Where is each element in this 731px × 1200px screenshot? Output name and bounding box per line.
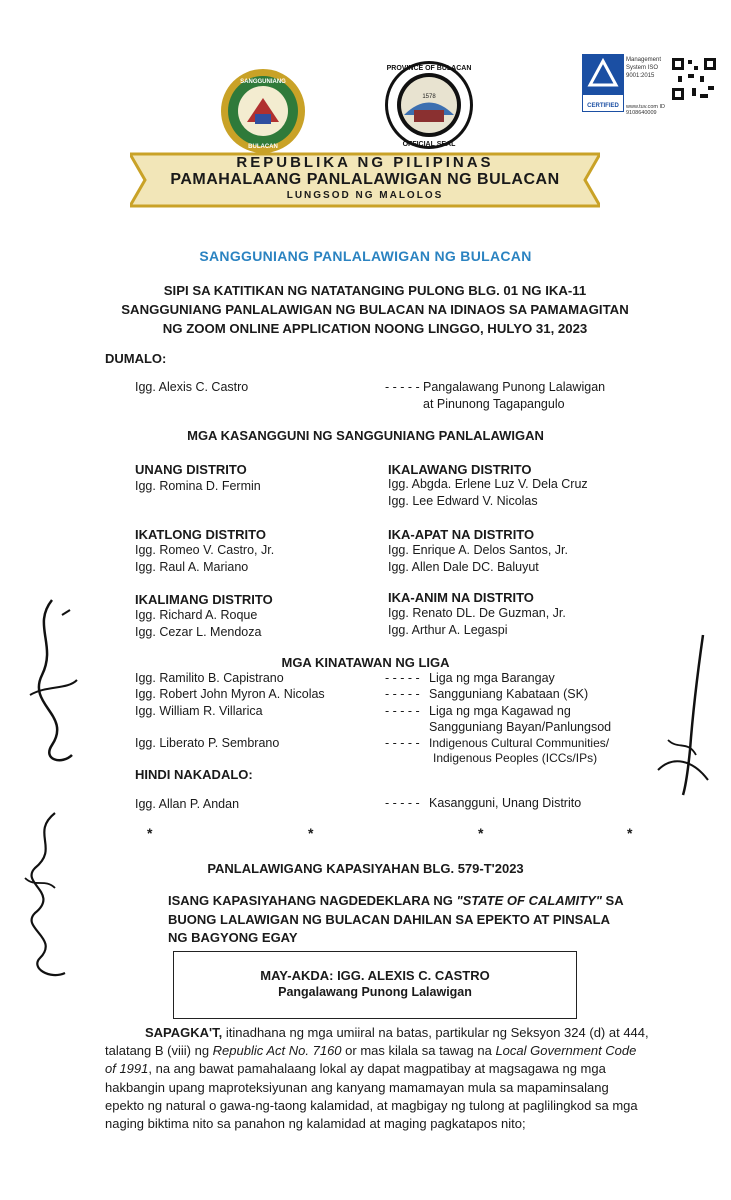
league-member-name: Igg. Ramilito B. Capistrano: [135, 671, 284, 685]
presiding-role: Pangalawang Punong Lalawigan: [423, 380, 606, 394]
author-line-2: Pangalawang Punong Lalawigan: [278, 985, 472, 999]
district-member: Igg. Allen Dale DC. Baluyut: [388, 560, 539, 574]
league-role: Sangguniang Kabataan (SK): [429, 687, 589, 701]
cert-url: www.tuv.com ID 9108640009: [626, 104, 666, 116]
district-title: UNANG DISTRITO: [135, 462, 247, 477]
district-title: IKA-APAT NA DISTRITO: [388, 527, 535, 542]
signature-left-bottom: [15, 808, 75, 988]
tuv-certification-badge: [582, 54, 624, 112]
resolution-title: [168, 892, 628, 948]
author-box: [173, 951, 577, 1019]
district-member: Igg. Enrique A. Delos Santos, Jr.: [388, 543, 568, 557]
author-line-1: MAY-AKDA: IGG. ALEXIS C. CASTRO: [260, 968, 490, 983]
whereas-text-1: itinadhana ng mga umiiral na batas, partikular ng Seksyon 324 (d) at 444, talatang B (viii) ng: [105, 1025, 649, 1059]
members-header: MGA KASANGGUNI NG SANGGUNIANG PANLALAWIGAN: [187, 428, 544, 443]
district-title: IKA-ANIM NA DISTRITO: [388, 590, 534, 605]
svg-text:PROVINCE OF BULACAN: PROVINCE OF BULACAN: [386, 65, 472, 72]
district-member: Igg. Richard A. Roque: [135, 608, 258, 622]
presiding-role-2: at Pinunong Tagapangulo: [423, 397, 565, 411]
presiding-name: Igg. Alexis C. Castro: [135, 380, 249, 394]
resolution-title-post: SA BUONG LALAWIGAN NG BULACAN DAHILAN SA EPEKTO AT PINSALA NG BAGYONG EGAY: [168, 893, 624, 945]
league-dashes: - - - - -: [385, 704, 420, 718]
province-official-seal: [384, 60, 474, 150]
district-member: Igg. Lee Edward V. Nicolas: [388, 494, 538, 508]
district-member: Igg. Romina D. Fermin: [135, 479, 261, 493]
separator-star: *: [627, 825, 633, 841]
svg-text:OFFICIAL SEAL: OFFICIAL SEAL: [402, 141, 456, 148]
district-title: IKALIMANG DISTRITO: [135, 592, 273, 607]
document-title: SIPI SA KATITIKAN NG NATATANGING PULONG BLG. 01 NG IKA-11 SANGGUNIANG PANLALAWIGAN NG BULACAN NA IDINAOS SA PAMAMAGITAN NG ZOOM ONLINE APPLICATION NOONG LINGGO, HULYO 31, 2023: [121, 283, 629, 336]
league-member-name: Igg. William R. Villarica: [135, 704, 263, 718]
league-member-name: Igg. Liberato P. Sembrano: [135, 736, 280, 750]
cert-text: Management System ISO 9001:2015: [626, 57, 662, 79]
present-label: DUMALO:: [105, 351, 167, 366]
league-dashes: - - - - -: [385, 687, 420, 701]
provincial-board-seal: [220, 68, 306, 154]
presiding-dashes: - - - - -: [385, 380, 420, 394]
league-dashes: - - - - -: [385, 671, 420, 685]
league-role-2: Indigenous Peoples (ICCs/IPs): [433, 751, 598, 765]
header-line-1: REPUBLIKA NG PILIPINAS: [236, 154, 494, 171]
league-header: MGA KINATAWAN NG LIGA: [281, 655, 450, 670]
league-role: Indigenous Cultural Communities/: [429, 736, 610, 750]
absent-dashes: - - - - -: [385, 796, 420, 810]
absent-label: HINDI NAKADALO:: [135, 767, 253, 782]
svg-text:SANGGUNIANG: SANGGUNIANG: [240, 79, 286, 85]
header-line-2: PAMAHALAANG PANLALAWIGAN NG BULACAN: [170, 171, 560, 188]
district-member: Igg. Romeo V. Castro, Jr.: [135, 543, 275, 557]
whereas-text-3: , na ang bawat pamahalaang lokal ay dapat magpatibay at magsagawa ng mga hakbangin upang maproteksiyunan ang kanyang mamamayan mula sa mapaminsalang epekto ng natural o gawa-ng-taong kalamidad, at magbigay ng tulong at paglilingkod sa mga naging biktima nito sa panahon ng kalamidad at maging pagkatapos nito;: [105, 1061, 638, 1132]
svg-text:CERTIFIED: CERTIFIED: [587, 103, 619, 109]
separator-star: *: [478, 825, 484, 841]
whereas-lead: SAPAGKA'T,: [145, 1025, 223, 1040]
header-line-3: LUNGSOD NG MALOLOS: [286, 190, 444, 201]
absent-name: Igg. Allan P. Andan: [135, 797, 240, 811]
district-member: Igg. Arthur A. Legaspi: [388, 623, 508, 637]
district-member: Igg. Renato DL. De Guzman, Jr.: [388, 606, 566, 620]
resolution-number: PANLALAWIGANG KAPASIYAHAN BLG. 579-T'2023: [207, 861, 524, 876]
district-title: IKALAWANG DISTRITO: [388, 462, 532, 477]
district-member: Igg. Cezar L. Mendoza: [135, 625, 262, 639]
council-name: SANGGUNIANG PANLALAWIGAN NG BULACAN: [199, 248, 532, 264]
resolution-title-pre: ISANG KAPASIYAHANG NAGDEDEKLARA NG: [168, 893, 453, 908]
league-member-name: Igg. Robert John Myron A. Nicolas: [135, 687, 325, 701]
separator-star: *: [147, 825, 153, 841]
league-role-2: Sangguniang Bayan/Panlungsod: [429, 720, 612, 734]
whereas-paragraph: [105, 1024, 650, 1133]
signature-right: [648, 630, 718, 800]
district-member: Igg. Raul A. Mariano: [135, 560, 249, 574]
league-role: Liga ng mga Kagawad ng: [429, 704, 571, 718]
separator-star: *: [308, 825, 314, 841]
absent-role: Kasangguni, Unang Distrito: [429, 796, 582, 810]
svg-text:BULACAN: BULACAN: [248, 144, 278, 150]
league-role: Liga ng mga Barangay: [429, 671, 555, 685]
district-title: IKATLONG DISTRITO: [135, 527, 266, 542]
qr-code-icon: [670, 56, 718, 102]
whereas-italic-1: Republic Act No. 7160: [212, 1043, 342, 1059]
signature-left-top: [22, 595, 82, 770]
resolution-title-italic: "STATE OF CALAMITY": [456, 893, 602, 908]
whereas-text-2: or mas kilala sa tawag na: [341, 1043, 496, 1059]
district-member: Igg. Abgda. Erlene Luz V. Dela Cruz: [388, 477, 588, 491]
league-dashes: - - - - -: [385, 736, 420, 750]
whereas-italic-2: Local Government Code of 1991: [105, 1043, 637, 1077]
svg-text:1578: 1578: [422, 94, 436, 100]
